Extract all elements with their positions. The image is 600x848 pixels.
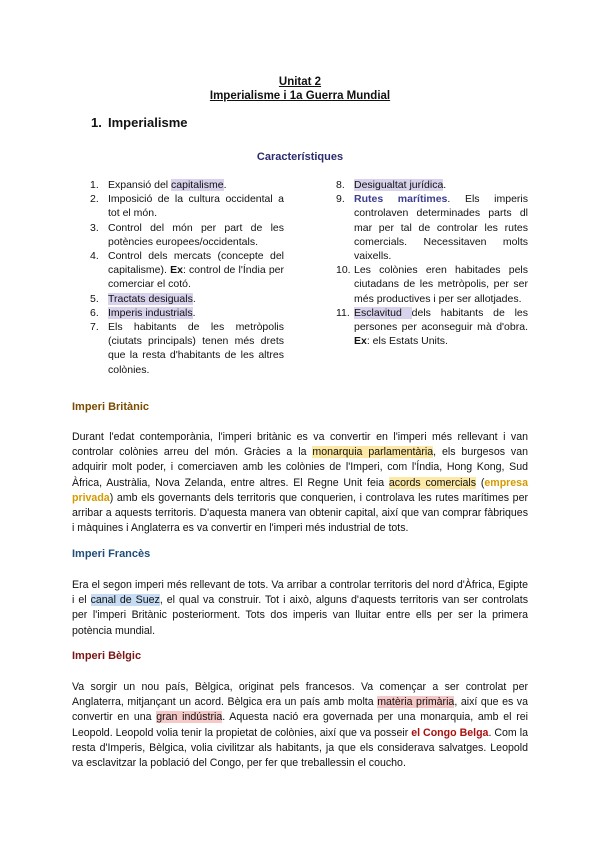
paragraph-text: Era el segon imperi més rellevant de tots. Va arribar a controlar territoris del nord d'Àfrica, Egipte i el [72, 579, 528, 607]
item-number: 9. [336, 193, 345, 206]
paragraph-text: Durant l'edat contemporània, l'imperi britànic es va convertir en l'imperi més rellevant i van controlar colònies arreu del món. Gràcies a la [72, 431, 528, 459]
list-item [90, 249, 284, 292]
item-text: Els habitants de les metròpolis (ciutats principals) tenen més drets que la resta d'habitants de les altres colònies. [108, 321, 284, 376]
item-text: . [443, 179, 447, 191]
item-number: 5. [90, 292, 99, 305]
item-text: dels habitants de les persones per aconseguir mà d'obra. [354, 306, 528, 334]
list-item [90, 178, 284, 192]
emphasized-term: empresa privada [72, 476, 528, 504]
item-text: Expansió del [108, 179, 172, 191]
list-item [336, 178, 528, 192]
item-text: . [223, 179, 227, 191]
belgian-empire-heading: Imperi Bèlgic [72, 650, 142, 662]
french-empire-heading: Imperi Francès [72, 548, 151, 560]
list-item [90, 306, 284, 320]
example-label: Ex [170, 264, 183, 277]
item-number: 3. [90, 221, 99, 234]
paragraph-text: Va sorgir un nou país, Bèlgica, originat pels francesos. Va començar a ser controlat per Anglaterra, mitjançant un acord. Bèlgica era un país amb molta [72, 681, 528, 709]
item-number: 8. [336, 179, 345, 191]
characteristics-list-left [90, 178, 284, 377]
highlighted-term: Desigualtat jurídica [354, 179, 444, 191]
paragraph-text: . Aquesta nació era governada per una monarquia, amb el rei Leopold. Leopold volia tenir la propietat de colònies, així que va posseir [72, 711, 528, 739]
item-text: . Els imperis controlaven determinades parts dl mar per tal de controlar les rutes comercials. Necessitaven molts vaixells. [354, 193, 528, 263]
example-label: Ex [354, 335, 367, 348]
list-item [90, 192, 284, 220]
highlighted-term: capitalisme [171, 179, 224, 191]
highlighted-term: matèria primària [377, 696, 455, 709]
highlighted-term: monarquia parlamentària [312, 446, 434, 459]
document-title [0, 75, 600, 103]
highlighted-term: Imperis industrials [108, 306, 193, 319]
item-text: : control de l'Índia per comerciar el cotó. [108, 264, 284, 291]
highlighted-term: canal de Suez [90, 594, 160, 607]
emphasized-term: Rutes marítimes [354, 193, 448, 206]
item-text: : els Estats Units. [366, 335, 448, 348]
list-item [90, 320, 284, 377]
list-item [336, 192, 528, 263]
paragraph-text: , els burgesos van adquirir molt poder, i comerciaven amb les colònies de l'Imperi, com l'Índia, Hong Kong, Sud Àfrica, Austràlia, Nova Zelanda, entre altres. El Regne Unit feia [72, 446, 529, 489]
british-empire-paragraph [72, 430, 528, 536]
section-number: 1. [91, 115, 102, 130]
item-number: 10. [336, 264, 351, 277]
highlighted-term: gran indústria [156, 711, 223, 724]
section-title: Imperialisme [108, 115, 188, 130]
list-item [90, 221, 284, 249]
item-number: 4. [90, 250, 99, 263]
paragraph-text: ( [476, 476, 485, 489]
highlighted-term: Tractats desiguals [108, 292, 193, 305]
paragraph-text: . Com la resta d'Imperis, Bèlgica, volia civilitzar als habitants, ja que els considerava salvatges. Leopold va esclavitzar la població del Congo, per fer que treballessin el coucho. [72, 726, 528, 770]
unit-title: Unitat 2 [278, 76, 322, 88]
item-number: 1. [90, 179, 99, 191]
section-heading [91, 115, 188, 130]
highlighted-term: Esclavitud [354, 306, 412, 319]
paragraph-text: ) amb els governants dels territoris que conquerien, i controlava les rutes marítimes per arribar a aquests territoris. D'aquesta manera van obtenir capital, així que van comprar fàbriques i màquines i Anglaterra es va convertir en l'imperi més industrial de tots. [72, 491, 528, 535]
item-number: 11. [336, 306, 350, 319]
characteristics-list-right [336, 178, 528, 348]
item-text: Imposició de la cultura occidental a tot el món. [108, 193, 284, 220]
paragraph-text: , així que es va convertir en una [72, 696, 528, 724]
british-empire-heading: Imperi Britànic [72, 401, 150, 413]
item-text: . [192, 292, 196, 305]
list-item [336, 306, 528, 349]
paragraph-text: , el qual va construir. Tot i això, alguns d'aquests territoris van ser controlats per l'imperi Britànic posteriorment. Tots dos imperis van lluitar entre ells per ser la primera potència mundial. [72, 594, 528, 637]
item-text: Les colònies eren habitades pels ciutadans de les metròpolis, per ser més productives i per ser allotjades. [354, 264, 528, 305]
list-item [336, 263, 528, 306]
item-text: . [192, 306, 196, 319]
belgian-empire-paragraph [72, 680, 528, 771]
emphasized-term: el Congo Belga [411, 726, 489, 739]
item-number: 7. [90, 321, 99, 334]
item-number: 6. [90, 306, 99, 319]
unit-subtitle: Imperialisme i 1a Guerra Mundial [209, 90, 391, 102]
item-number: 2. [90, 193, 99, 206]
item-text: Control del món per part de les potències europees/occidentals. [108, 221, 284, 248]
list-item [90, 292, 284, 306]
french-empire-paragraph [72, 578, 528, 639]
highlighted-term: acords comercials [388, 476, 477, 489]
characteristics-heading: Característiques [256, 151, 344, 163]
item-text: Control dels mercats (concepte del capitalisme). [108, 250, 284, 277]
